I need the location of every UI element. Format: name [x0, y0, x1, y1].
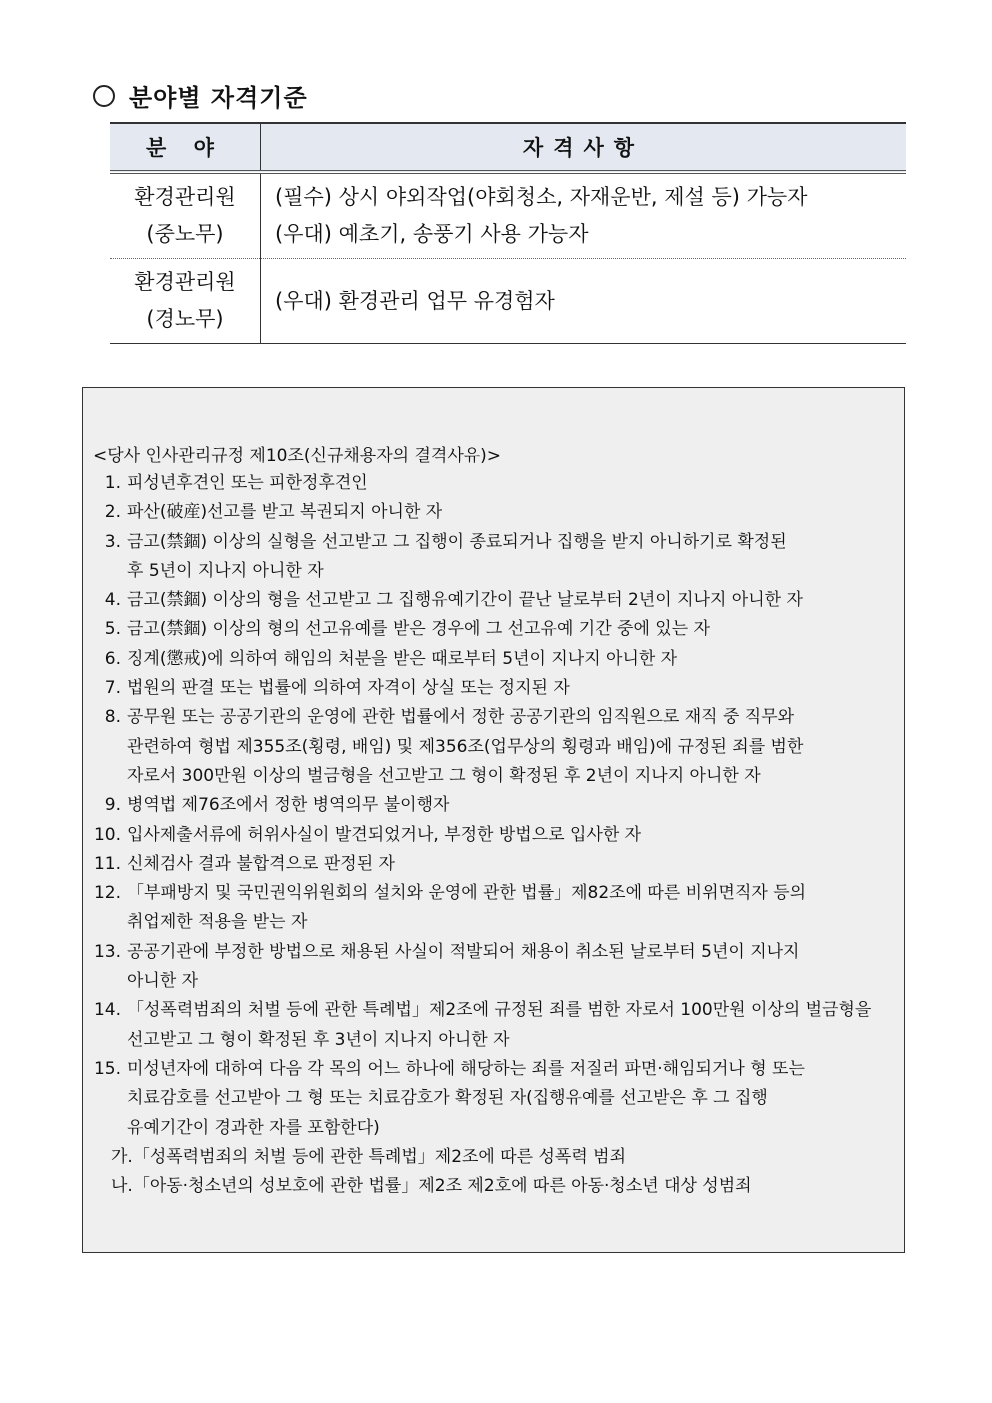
circle-bullet-icon: [93, 85, 115, 107]
list-item: 9. 병역법 제76조에서 정한 병역의무 불이행자: [104, 795, 450, 816]
sub-item: 가.「성폭력범죄의 처벌 등에 관한 특례법」제2조에 따른 성폭력 범죄: [111, 1146, 627, 1167]
list-item: 14. 「성폭력범죄의 처벌 등에 관한 특례법」제2조에 규정된 죄를 범한 자로서 100만원 이상의 벌금형을 선고받고 그 형이 확정된 후 3년이 지나지 아니한 자: [93, 1000, 872, 1050]
header-qualification: 자격사항: [261, 123, 907, 172]
list-item: 1. 피성년후견인 또는 피한정후견인: [104, 473, 368, 493]
section-title-text: 분야별 자격기준: [129, 84, 308, 112]
list-item: 11. 신체검사 결과 불합격으로 판정된 자: [93, 853, 395, 874]
table-row: [110, 172, 906, 259]
list-item: 10. 입사제출서류에 허위사실이 발견되었거나, 부정한 방법으로 입사한 자: [93, 824, 642, 845]
list-item: 7. 법원의 판결 또는 법률에 의하여 자격이 상실 또는 정지된 자: [104, 678, 570, 699]
list-item: 2. 파산(破産)선고를 받고 복권되지 아니한 자: [104, 502, 443, 523]
box-heading: <당사 인사관리규정 제10조(신규채용자의 결격사유)>: [93, 446, 502, 466]
list-item: 5. 금고(禁錮) 이상의 형의 선고유예를 받은 경우에 그 선고유예 기간 중에 있는 자: [104, 619, 710, 640]
field-cell: 환경관리원 (경노무): [110, 259, 261, 344]
disqualification-list: [91, 469, 896, 1201]
field-cell: 환경관리원 (중노무): [110, 172, 261, 259]
table-row: [110, 259, 906, 344]
header-field: 분 야: [110, 123, 261, 172]
list-item: 6. 징계(懲戒)에 의하여 해임의 처분을 받은 때로부터 5년이 지나지 아니한 자: [104, 648, 678, 669]
qualification-cell: (우대) 환경관리 업무 유경험자: [261, 259, 907, 344]
section-title: [93, 78, 308, 113]
qualification-cell: (필수) 상시 야외작업(야회청소, 자재운반, 제설 등) 가능자 (우대) 예초기, 송풍기 사용 가능자: [261, 172, 907, 259]
disqualification-box: [82, 387, 905, 1253]
list-item: 13. 공공기관에 부정한 방법으로 채용된 사실이 적발되어 채용이 취소된 날로부터 5년이 지나지 아니한 자: [93, 941, 800, 992]
list-item: 4. 금고(禁錮) 이상의 형을 선고받고 그 집행유예기간이 끝난 날로부터 2년이 지나지 아니한 자: [104, 590, 803, 611]
list-item: 15. 미성년자에 대하여 다음 각 목의 어느 하나에 해당하는 죄를 저질러 파면·해임되거나 형 또는 치료감호를 선고받아 그 형 또는 치료감호가 확정된 자(집행유예를 선고받은 후 그 집행 유예기간이 경과한 자를 포함한다): [93, 1058, 805, 1138]
list-item: 3. 금고(禁錮) 이상의 실형을 선고받고 그 집행이 종료되거나 집행을 받지 아니하기로 확정된 후 5년이 지나지 아니한 자: [104, 531, 787, 581]
list-item: 8. 공무원 또는 공공기관의 운영에 관한 법률에서 정한 공공기관의 임직원으로 재직 중 직무와 관련하여 형법 제355조(횡령, 배임) 및 제356조(업무상의 횡령과 배임)에 규정된 죄를 범한 자로서 300만원 이상의 벌금형을 선고받고 그 형이 확정된 후 2년이 지나지 아니한 자: [104, 707, 804, 786]
list-item: 12. 「부패방지 및 국민권익위원회의 설치와 운영에 관한 법률」제82조에 따른 비위면직자 등의 취업제한 적용을 받는 자: [93, 883, 807, 933]
table-header-row: [110, 123, 906, 172]
sub-item: 나.「아동·청소년의 성보호에 관한 법률」제2조 제2호에 따른 아동·청소년 대상 성범죄: [111, 1176, 752, 1197]
qualification-table: [110, 122, 906, 344]
